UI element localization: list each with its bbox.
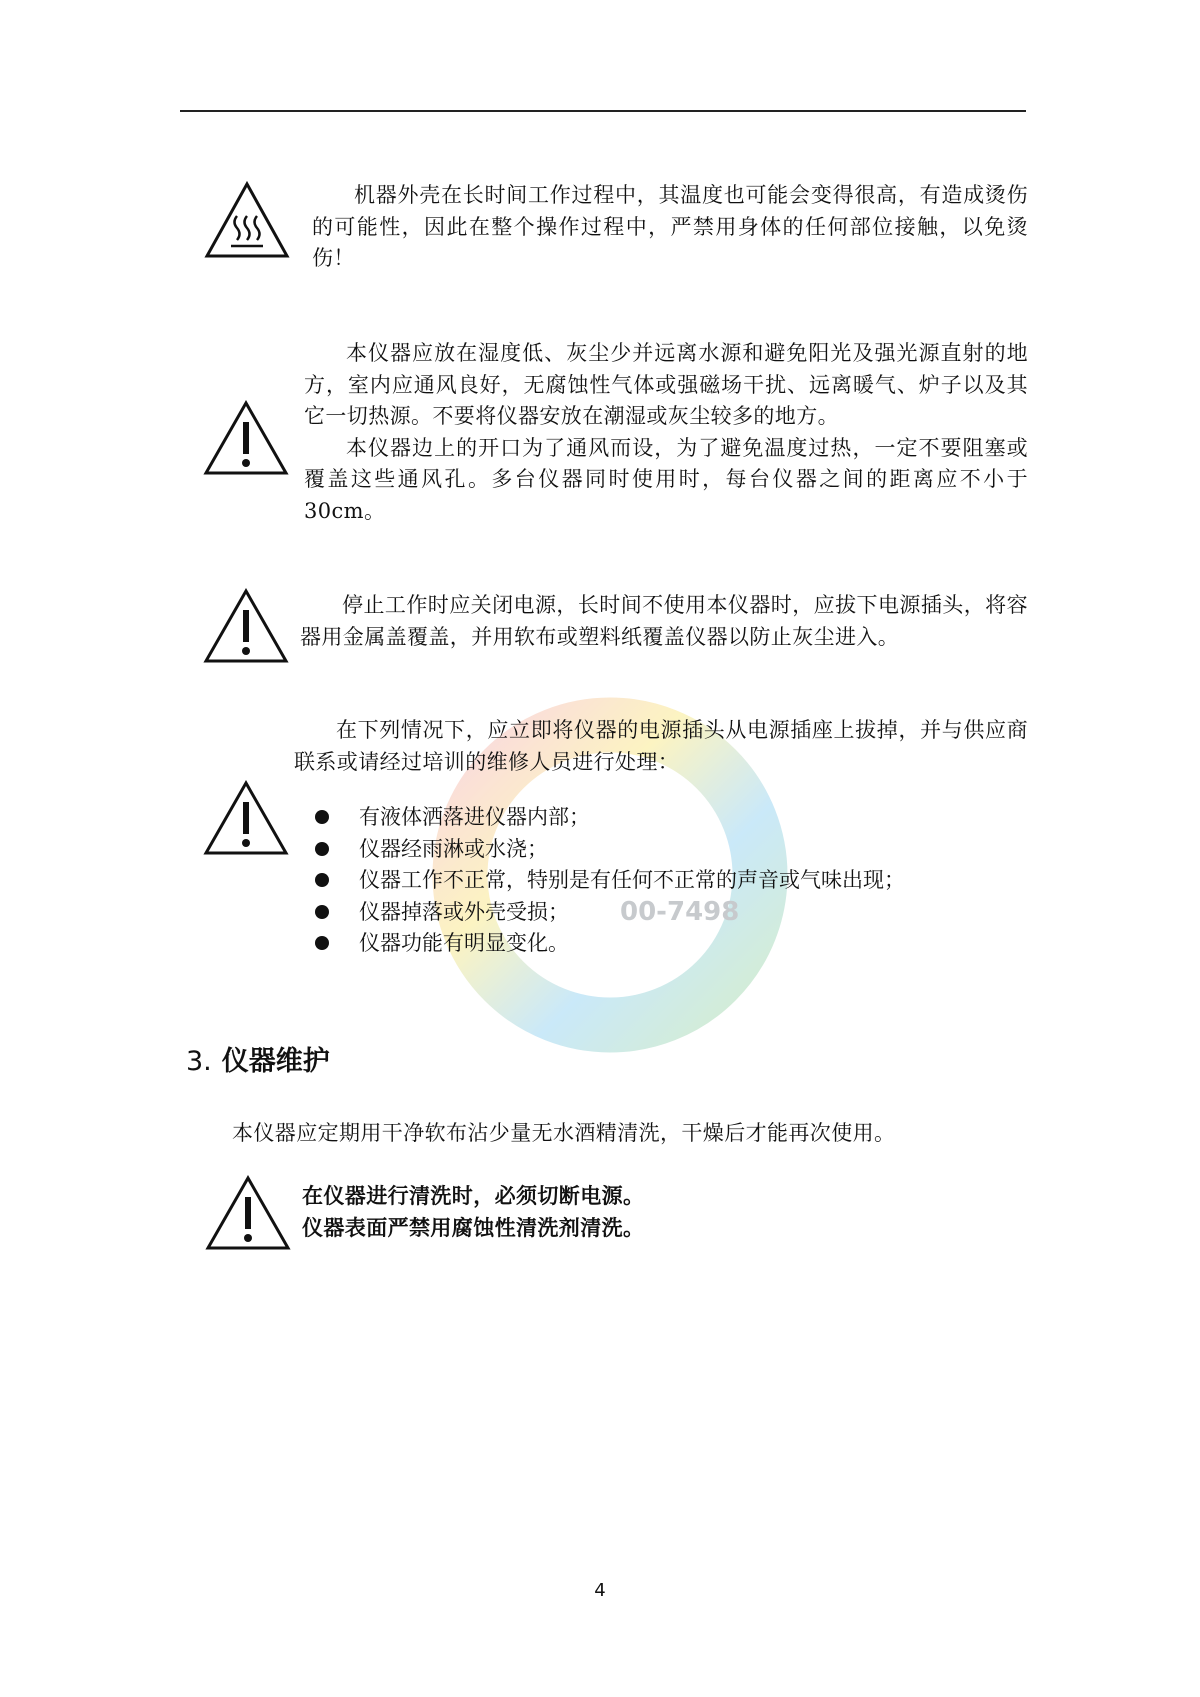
- section-heading: [186, 1039, 330, 1078]
- unplug-conditions-list: [315, 802, 905, 960]
- exclamation-warning-icon: [205, 1175, 291, 1251]
- header-rule: [180, 110, 1026, 112]
- bullet-icon: [315, 905, 329, 919]
- exclamation-warning-icon: [203, 780, 289, 856]
- list-item: 仪器经雨淋或水浇；: [315, 834, 905, 866]
- cleaning-line-1: 在仪器进行清洗时，必须切断电源。: [302, 1183, 645, 1208]
- placement-paragraph-2: 本仪器边上的开口为了通风而设，为了避免温度过热，一定不要阻塞或覆盖这些通风孔。多台仪器同时使用时，每台仪器之间的距离应不小于 30cm。: [304, 435, 1028, 523]
- hot-surface-warning-icon: [203, 180, 291, 260]
- unplug-warning-intro: 在下列情况下，应立即将仪器的电源插头从电源插座上拔掉，并与供应商联系或请经过培训的维修人员进行处理：: [294, 718, 1028, 774]
- exclamation-warning-icon: [203, 400, 289, 476]
- list-item: 仪器工作不正常，特别是有任何不正常的声音或气味出现；: [315, 865, 905, 897]
- watermark-text: 00-7498: [620, 897, 740, 927]
- maintenance-text: 本仪器应定期用干净软布沾少量无水酒精清洗，干燥后才能再次使用。: [232, 1121, 896, 1145]
- list-item: 仪器功能有明显变化。: [315, 928, 905, 960]
- section-number: 3.: [186, 1046, 212, 1077]
- cleaning-warning-text: [302, 1180, 1022, 1243]
- bullet-icon: [315, 842, 329, 856]
- bullet-icon: [315, 936, 329, 950]
- placement-paragraph-1: 本仪器应放在湿度低、灰尘少并远离水源和避免阳光及强光源直射的地方，室内应通风良好，无腐蚀性气体或强磁场干扰、远离暖气、炉子以及其它一切热源。不要将仪器安放在潮湿或灰尘较多的地方。: [304, 341, 1028, 428]
- list-item: 仪器掉落或外壳受损；: [315, 897, 905, 929]
- section-title: 仪器维护: [221, 1046, 330, 1077]
- bullet-icon: [315, 873, 329, 887]
- cleaning-line-2: 仪器表面严禁用腐蚀性清洗剂清洗。: [302, 1214, 645, 1240]
- list-item: 有液体洒落进仪器内部；: [315, 802, 905, 834]
- exclamation-warning-icon: [203, 588, 289, 664]
- placement-warning-text: [304, 338, 1028, 527]
- bullet-icon: [315, 810, 329, 824]
- page-number: 4: [594, 1580, 606, 1601]
- heat-warning-text: 机器外壳在长时间工作过程中，其温度也可能会变得很高，有造成烫伤的可能性，因此在整个操作过程中，严禁用身体的任何部位接触，以免烫伤！: [312, 183, 1028, 270]
- power-warning-text: 停止工作时应关闭电源，长时间不使用本仪器时，应拔下电源插头，将容器用金属盖覆盖，并用软布或塑料纸覆盖仪器以防止灰尘进入。: [300, 593, 1028, 649]
